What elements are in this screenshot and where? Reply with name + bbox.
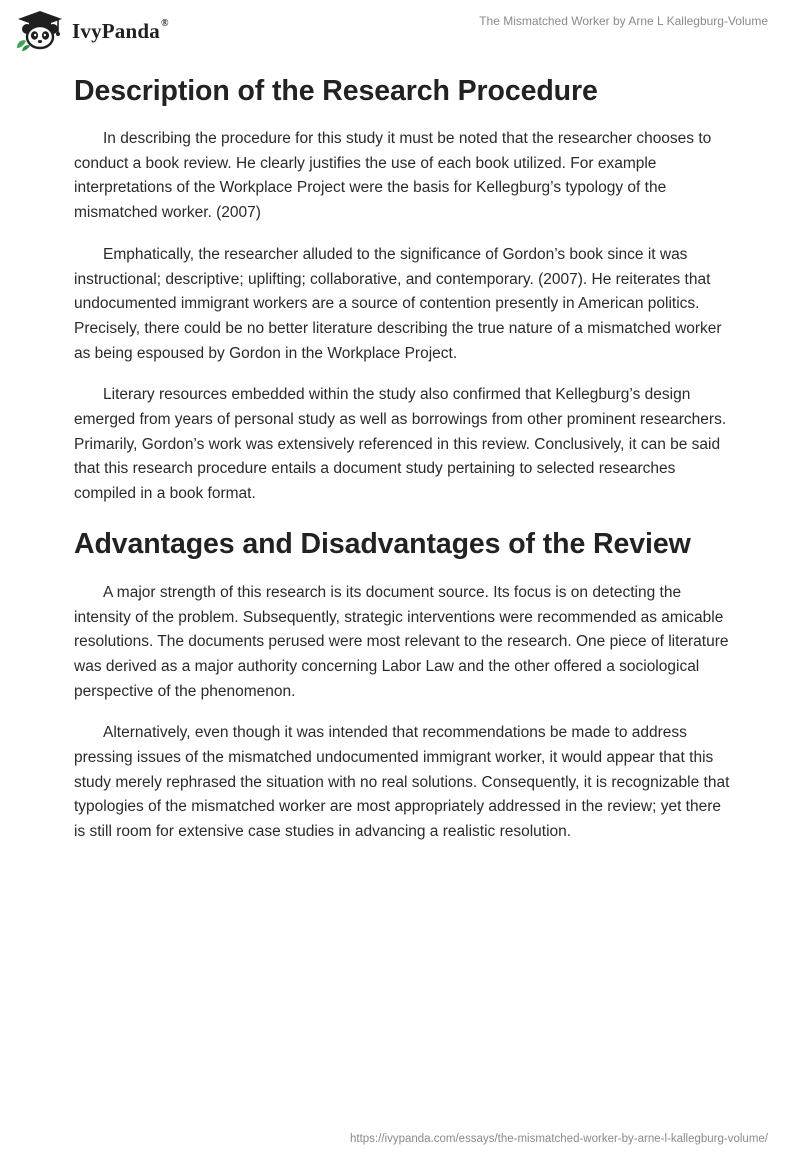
document-title: The Mismatched Worker by Arne L Kallegburg-Volume — [479, 14, 768, 28]
paragraph: In describing the procedure for this study it must be noted that the researcher chooses to conduct a book review. He clearly justifies the use of each book utilized. For example interpretations of the Workplace Project were the basis for Kellegburg’s typology of the mismatched worker. (2007) — [74, 130, 712, 222]
source-url[interactable]: https://ivypanda.com/essays/the-mismatched-worker-by-arne-l-kallegburg-volume/ — [350, 1133, 768, 1145]
section-heading-research-procedure: Description of the Research Procedure — [74, 75, 598, 107]
article-content — [74, 74, 734, 845]
brand-name: IvyPanda® — [72, 17, 169, 43]
page-header — [0, 0, 800, 70]
paragraph: Alternatively, even though it was intended that recommendations be made to address pressing issues of the mismatched undocumented immigrant worker, it would appear that this study merely rephrased the situation with no real solutions. Consequently, it is recognizable that typologies of the mismatched worker are most appropriately addressed in the review; yet there is still room for extensive case studies in advancing a realistic resolution. — [74, 724, 730, 841]
ivypanda-logo[interactable] — [14, 8, 169, 52]
panda-graduation-cap-icon — [14, 8, 66, 52]
paragraph: Emphatically, the researcher alluded to the significance of Gordon’s book since it was instructional; descriptive; uplifting; collaborative, and contemporary. (2007). He reiterates that undocumented immigrant workers are a source of contention presently in American politics. Precisely, there could be no better literature describing the true nature of a mismatched worker as being espoused by Gordon in the Workplace Project. — [74, 245, 722, 362]
registered-mark: ® — [160, 17, 169, 29]
section-heading-advantages-disadvantages: Advantages and Disadvantages of the Review — [74, 527, 691, 560]
paragraph: Literary resources embedded within the study also confirmed that Kellegburg’s design emerged from years of personal study as well as borrowings from other prominent researchers. Primarily, Gordon’s work was extensively referenced in this review. Conclusively, it can be said that this research procedure entails a document study pertaining to selected researches compiled in a book format. — [74, 386, 727, 503]
paragraph: A major strength of this research is its document source. Its focus is on detecting the intensity of the problem. Subsequently, strategic interventions were recommended as amicable resolutions. The documents perused were most relevant to the research. One piece of literature was derived as a major authority concerning Labor Law and the other offered a sociological perspective of the phenomenon. — [74, 583, 729, 700]
